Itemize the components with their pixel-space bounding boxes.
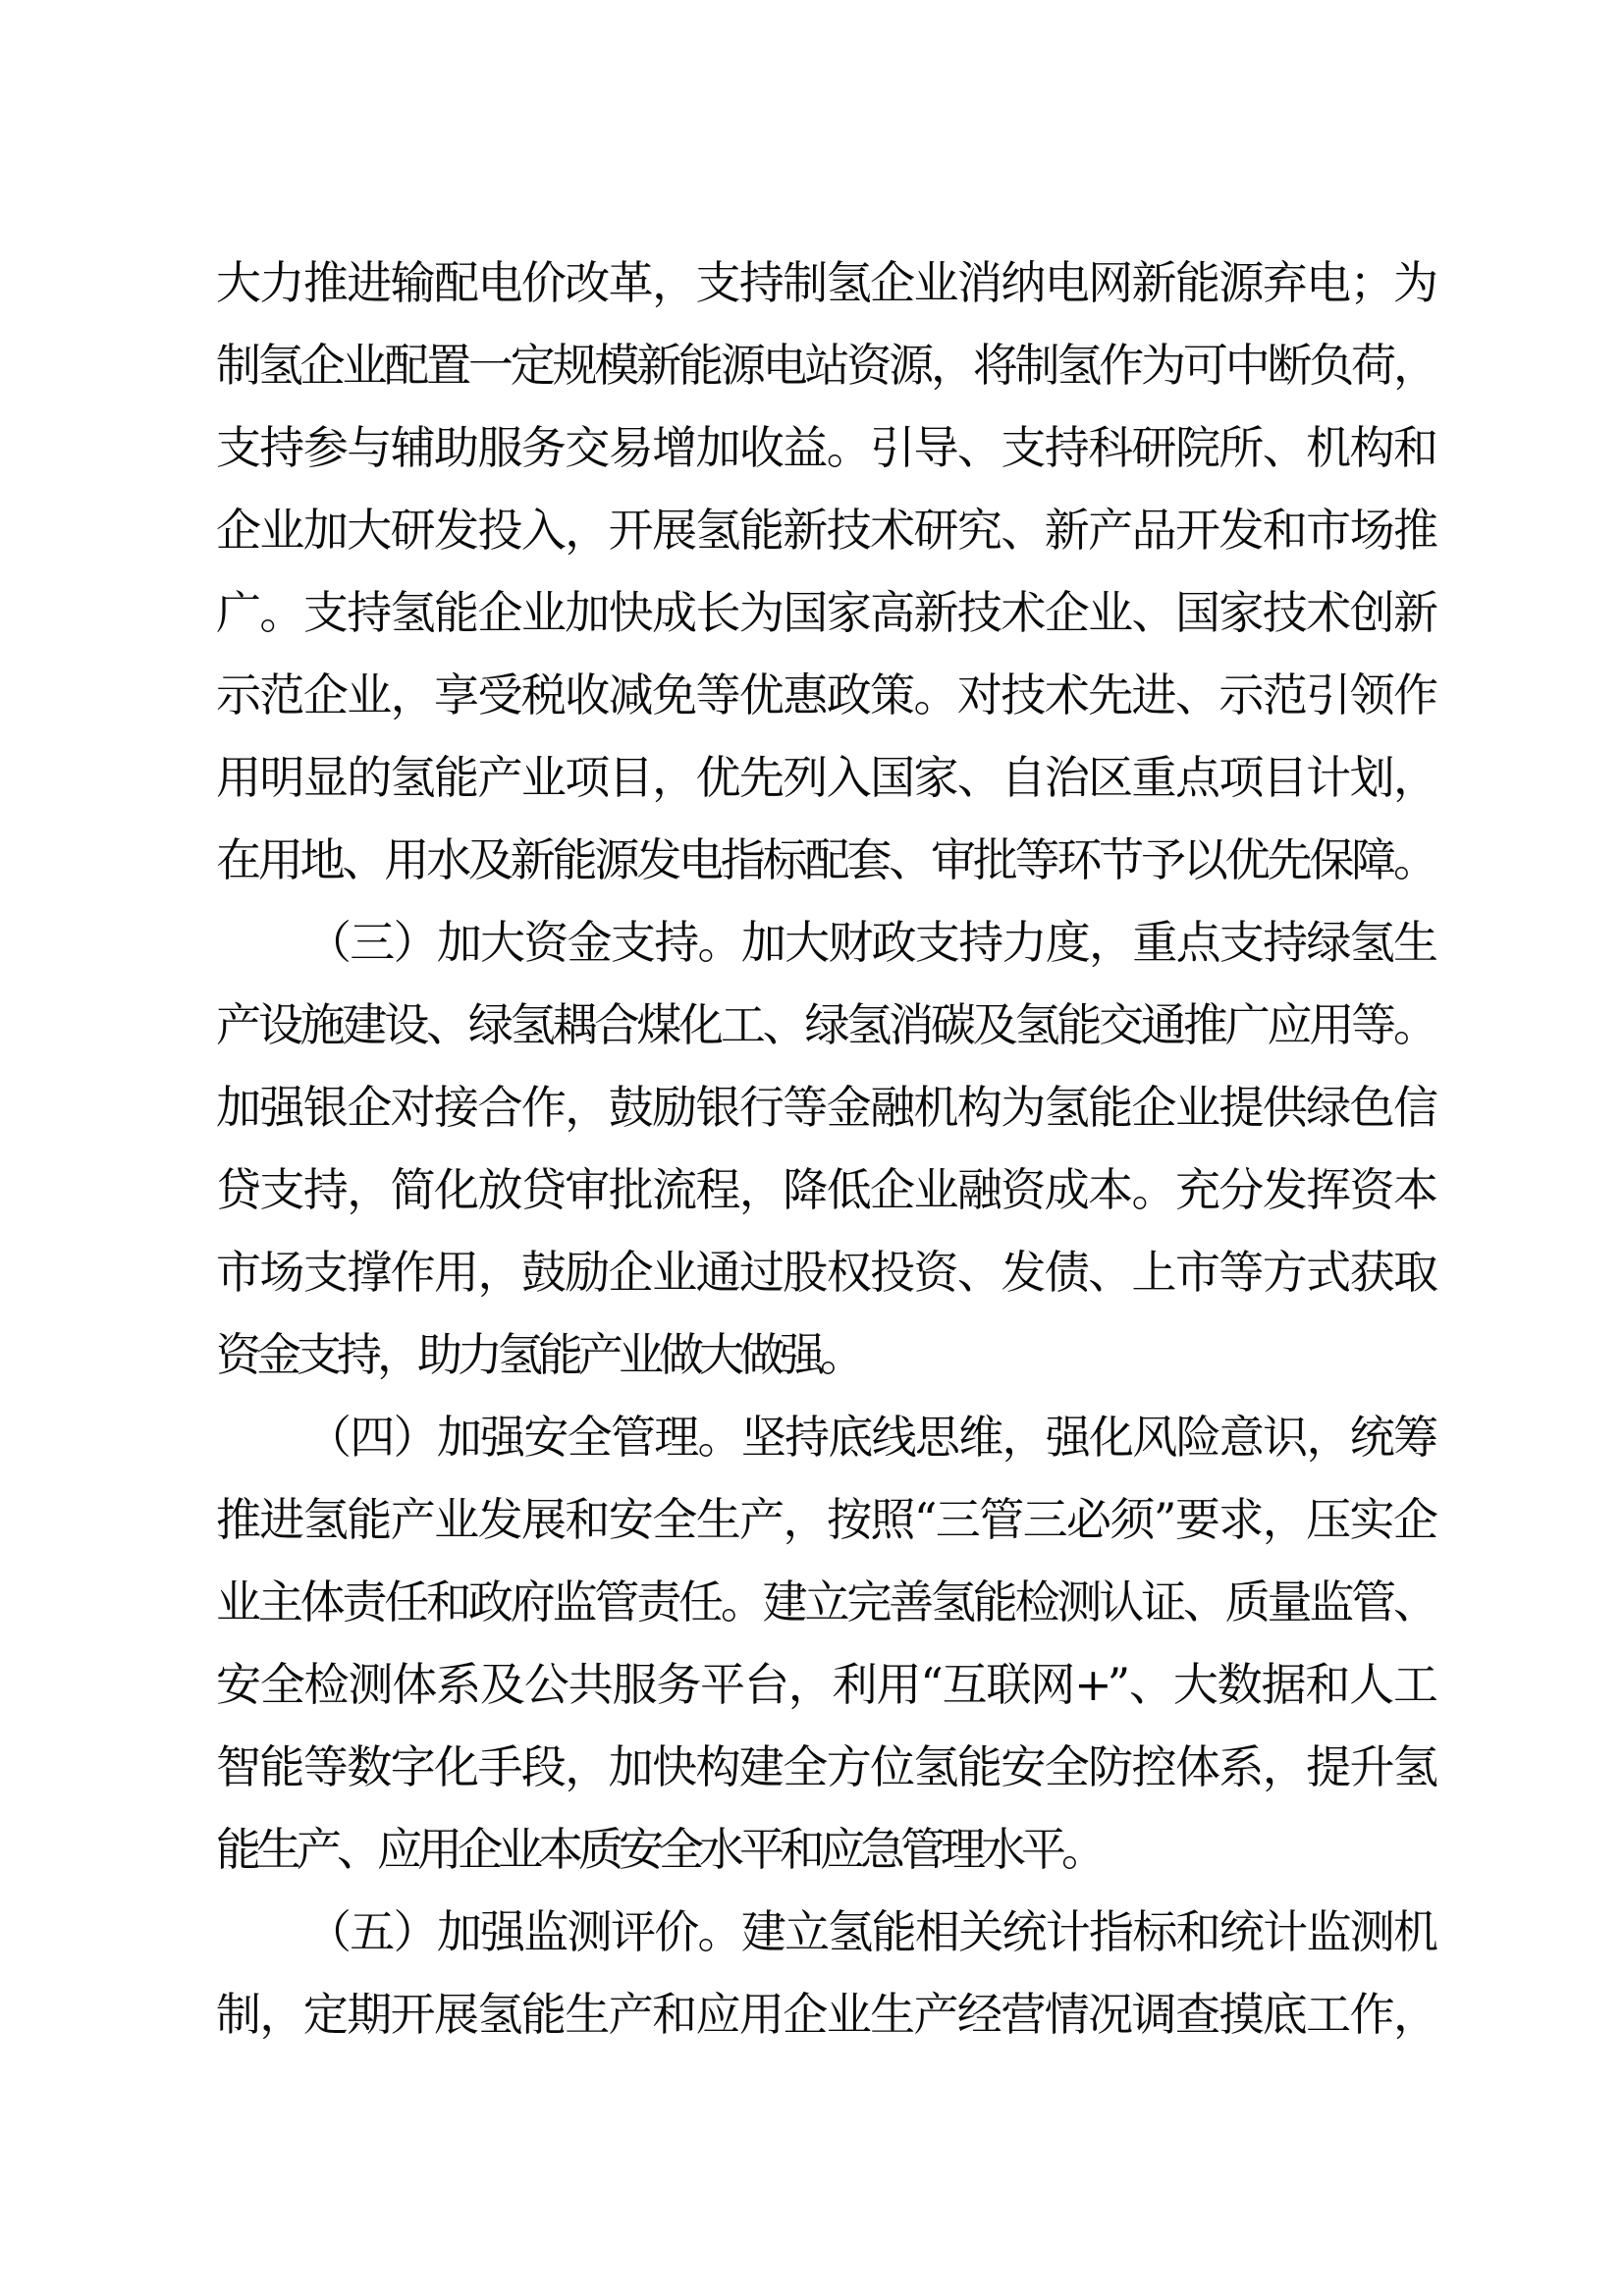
text-line [216,1891,1434,1973]
text-line [216,489,1434,571]
line-text: 能生产、应用企业本质安全水平和应急管理水平。 [216,1823,1102,1876]
line-text: 加强银企对接合作，鼓励银行等金融机构为氢能企业提供绿色信 [216,1081,1434,1134]
line-text: 贷支持，简化放贷审批流程，降低企业融资成本。充分发挥资本 [216,1163,1434,1216]
section-heading: （五）加强监测评价。 [306,1905,741,1958]
line-text: 智能等数字化手段，加快构建全方位氢能安全防控体系，提升氢 [216,1740,1434,1793]
line-text: 坚持底线思维，强化风险意识，统筹 [740,1411,1435,1464]
line-text: 资金支持，助力氢能产业做大做强。 [216,1328,860,1381]
line-text: 产设施建设、绿氢耦合煤化工、绿氢消碳及氢能交通推广应用等。 [216,998,1434,1051]
text-line [216,1313,1434,1396]
text-line [216,1148,1434,1231]
text-line [216,1643,1434,1726]
text-line [216,571,1434,654]
line-text: 制氢企业配置一定规模新能源电站资源，将制氢作为可中断负荷， [216,339,1434,392]
line-text: 广。支持氢能企业加快成长为国家高新技术企业、国家技术创新 [216,586,1434,639]
text-line [216,901,1434,984]
text-line [216,1726,1434,1808]
text-line [216,1066,1434,1148]
text-line [216,241,1434,324]
text-line [216,654,1434,736]
line-text: 安全检测体系及公共服务平台，利用“互联网+”、大数据和人工 [216,1658,1434,1711]
text-line [216,406,1434,489]
line-text: 示范企业，享受税收减免等优惠政策。对技术先进、示范引领作 [216,668,1434,721]
text-line [216,984,1434,1066]
line-text: 企业加大研发投入，开展氢能新技术研究、新产品开发和市场推 [216,504,1434,557]
text-line [216,1478,1434,1561]
section-heading: （四）加强安全管理。 [306,1411,741,1464]
line-text: 业主体责任和政府监管责任。建立完善氢能检测认证、质量监管、 [216,1575,1434,1629]
line-text: 建立氢能相关统计指标和统计监测机 [740,1905,1435,1958]
text-line [216,819,1434,901]
line-text: 支持参与辅助服务交易增加收益。引导、支持科研院所、机构和 [216,421,1434,474]
text-line [216,1808,1434,1891]
line-text: 加大财政支持力度，重点支持绿氢生 [740,916,1435,969]
text-line [216,1561,1434,1643]
section-heading: （三）加大资金支持。 [306,916,741,969]
line-text: 制，定期开展氢能生产和应用企业生产经营情况调查摸底工作， [216,1988,1434,2041]
text-line [216,1231,1434,1313]
line-text: 用明显的氢能产业项目，优先列入国家、自治区重点项目计划， [216,751,1434,804]
text-line [216,1973,1434,2056]
line-text: 市场支撑作用，鼓励企业通过股权投资、发债、上市等方式获取 [216,1246,1434,1299]
document-body [216,241,1434,2056]
text-line [216,736,1434,819]
text-line [216,1396,1434,1478]
line-text: 大力推进输配电价改革，支持制氢企业消纳电网新能源弃电；为 [216,256,1434,309]
line-text: 推进氢能产业发展和安全生产，按照“三管三必须”要求，压实企 [216,1493,1434,1546]
line-text: 在用地、用水及新能源发电指标配套、审批等环节予以优先保障。 [216,833,1434,886]
text-line [216,324,1434,406]
